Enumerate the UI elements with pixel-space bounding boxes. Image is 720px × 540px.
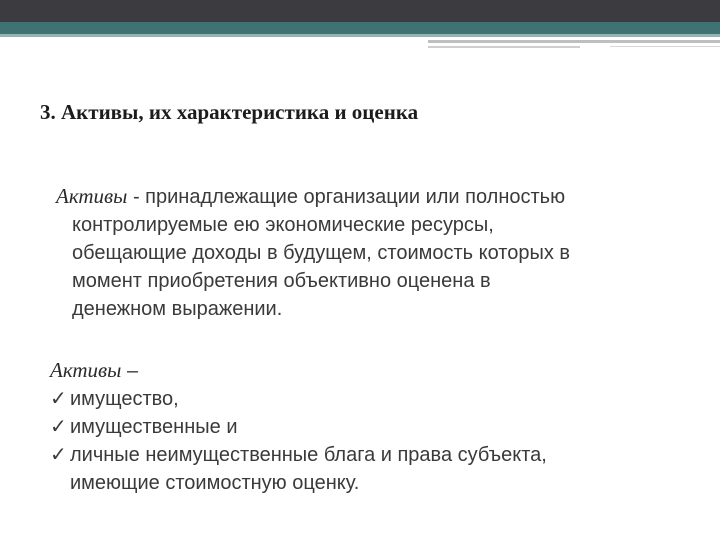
list-item-text: имущественные и: [70, 416, 238, 438]
decorative-line: [610, 46, 720, 47]
decorative-line: [428, 46, 580, 48]
definition-line: момент приобретения объективно оценена в: [72, 270, 491, 292]
definition-text: - принадлежащие организации или полностью: [127, 186, 566, 208]
decorative-line: [428, 40, 720, 43]
definition-line: обещающие доходы в будущем, стоимость которых в: [72, 242, 571, 264]
list-item: [50, 441, 700, 469]
assets-term: Активы: [50, 358, 122, 382]
definition-line: денежном выражении.: [72, 298, 283, 320]
definition-paragraph: [56, 182, 696, 323]
definition-line: контролируемые ею экономические ресурсы,: [72, 214, 494, 236]
list-item-continuation: имеющие стоимостную оценку.: [70, 472, 360, 494]
definition-line: [56, 182, 696, 211]
slide-accent-bar: [0, 22, 720, 34]
slide-top-bar: [0, 0, 720, 22]
list-item-text: личные неимущественные блага и права субъекта,: [70, 444, 547, 466]
list-item-text: имущество,: [70, 388, 179, 410]
slide-accent-bar-light: [0, 34, 720, 37]
checkmark-icon: ✓: [50, 388, 67, 410]
assets-heading: [50, 356, 700, 385]
assets-dash: –: [121, 360, 139, 382]
checkmark-icon: ✓: [50, 444, 67, 466]
assets-list-block: [50, 356, 700, 497]
definition-term: Активы: [56, 184, 128, 208]
list-item: [50, 385, 700, 413]
slide-title: 3. Активы, их характеристика и оценка: [40, 100, 419, 124]
list-item: [50, 413, 700, 441]
checkmark-icon: ✓: [50, 416, 67, 438]
